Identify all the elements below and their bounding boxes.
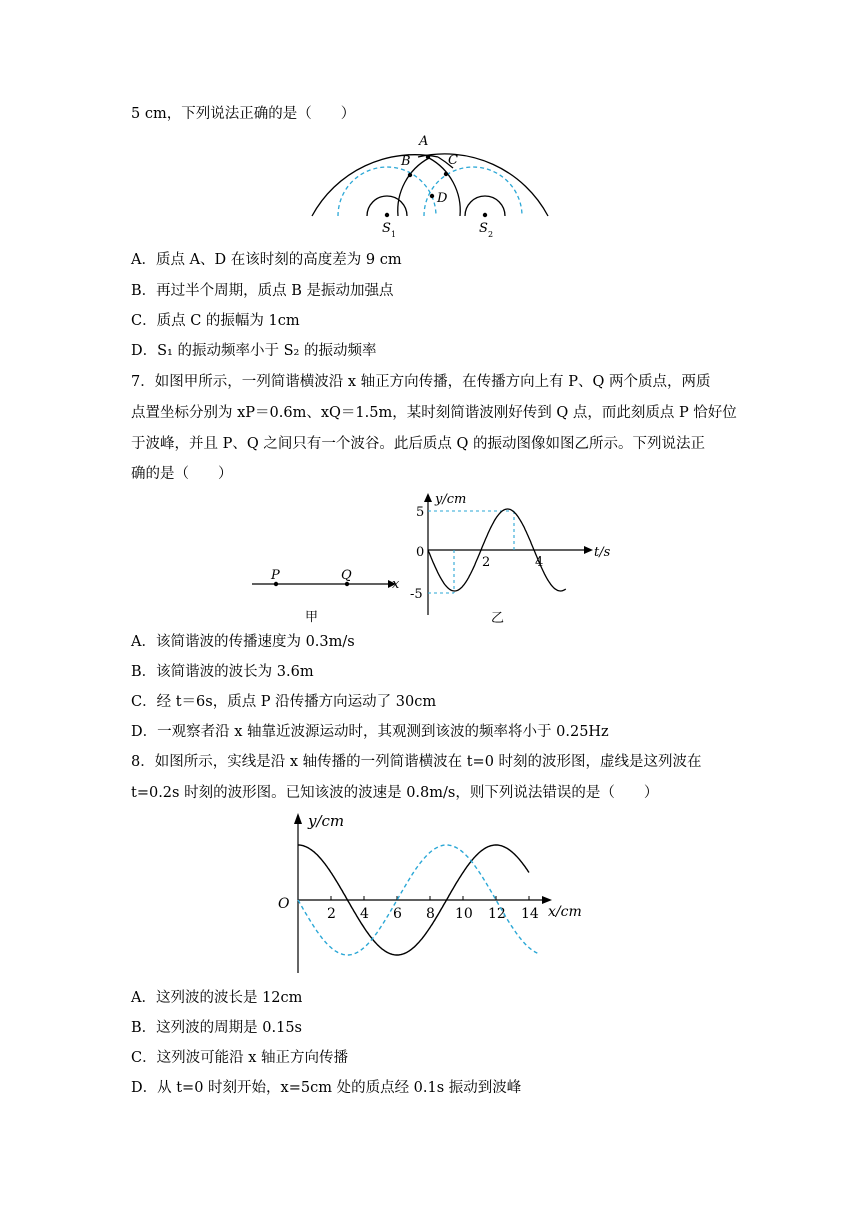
q8-xlabel: x/cm (548, 904, 582, 920)
q8-xtick-label-8: 8 (426, 906, 435, 922)
q8-option-C: C．这列波可能沿 x 轴正方向传播 (131, 1050, 348, 1066)
q8-xtick-label-4: 4 (360, 906, 369, 922)
yi-ytick-5: 5 (416, 505, 425, 520)
yi-origin: 0 (416, 545, 425, 560)
point-B (408, 173, 412, 177)
yi-ytick-neg5: -5 (410, 587, 423, 602)
q8-stem-line-1: 8．如图所示，实线是沿 x 轴传播的一列简谐横波在 t=0 时刻的波形图，虚线是这列波在 (131, 754, 702, 770)
yi-xtick-2: 2 (482, 555, 491, 570)
label-C: C (448, 153, 458, 168)
label-S1: S (382, 221, 391, 236)
label-B: B (401, 154, 411, 169)
point-A (426, 155, 430, 159)
label-S2-sub: 2 (488, 230, 494, 239)
q8-wave-chart (272, 808, 592, 978)
q8-stem-line-2: t=0.2s 时刻的波形图。已知该波的波速是 0.8m/s，则下列说法错误的是（ ） (131, 785, 659, 801)
label-S1-sub: 1 (391, 230, 397, 239)
point-S1 (385, 213, 389, 217)
yi-ylabel: y/cm (435, 492, 467, 507)
yi-xlabel: t/s (594, 545, 611, 560)
q8-xtick-label-14: 14 (521, 906, 539, 922)
point-C (444, 172, 448, 176)
label-D: D (437, 191, 448, 206)
q8-xtick-label-6: 6 (393, 906, 402, 922)
label-A: A (419, 134, 429, 149)
q7-stem-line-3: 于波峰，并且 P、Q 之间只有一个波谷。此后质点 Q 的振动图像如图乙所示。下列说法正 (131, 436, 705, 452)
jia-label-Q: Q (341, 568, 352, 583)
q8-xtick-label-12: 12 (488, 906, 506, 922)
q7-option-C: C．经 t＝6s，质点 P 沿传播方向运动了 30cm (131, 694, 437, 710)
yi-caption: 乙 (491, 611, 505, 625)
q7-option-B: B．该简谐波的波长为 3.6m (131, 664, 314, 680)
point-S2 (483, 213, 487, 217)
q7-stem-line-2: 点置坐标分别为 xP＝0.6m、xQ＝1.5m，某时刻简谐波刚好传到 Q 点，而此刻质点 P 恰好位 (131, 405, 737, 421)
q7-fig-jia (248, 560, 408, 628)
jia-label-P: P (271, 568, 280, 583)
q8-option-A: A．这列波的波长是 12cm (131, 990, 303, 1006)
q8-option-D: D．从 t=0 时刻开始，x=5cm 处的质点经 0.1s 振动到波峰 (131, 1080, 522, 1096)
point-D (430, 194, 434, 198)
q8-ylabel: y/cm (308, 812, 345, 830)
q6-interference-figure (300, 128, 560, 246)
jia-caption: 甲 (305, 610, 319, 625)
jia-label-x: x (392, 577, 400, 592)
s1-dashed-arc (338, 167, 436, 216)
q7-fig-yi (408, 490, 618, 625)
q6-option-D: D．S₁ 的振动频率小于 S₂ 的振动频率 (131, 343, 377, 359)
label-S2: S (479, 221, 488, 236)
q8-option-B: B．这列波的周期是 0.15s (131, 1020, 302, 1036)
yi-xtick-4: 4 (535, 555, 544, 570)
q7-option-A: A．该简谐波的传播速度为 0.3m/s (131, 634, 355, 650)
q8-xtick-label-10: 10 (455, 906, 473, 922)
q6-option-B: B．再过半个周期，质点 B 是振动加强点 (131, 283, 394, 299)
q6-stem-tail: 5 cm，下列说法正确的是（ ） (131, 106, 356, 122)
q8-origin: O (278, 896, 290, 912)
q7-stem-line-1: 7．如图甲所示，一列简谐横波沿 x 轴正方向传播，在传播方向上有 P、Q 两个质点，两质 (131, 374, 711, 390)
q6-option-A: A．质点 A、D 在该时刻的高度差为 9 cm (131, 252, 402, 268)
q8-xtick-label-2: 2 (327, 906, 336, 922)
q7-stem-line-4: 确的是（ ） (131, 466, 233, 482)
q6-option-C: C．质点 C 的振幅为 1cm (131, 313, 300, 329)
q7-option-D: D．一观察者沿 x 轴靠近波源运动时，其观测到该波的频率将小于 0.25Hz (131, 724, 609, 740)
